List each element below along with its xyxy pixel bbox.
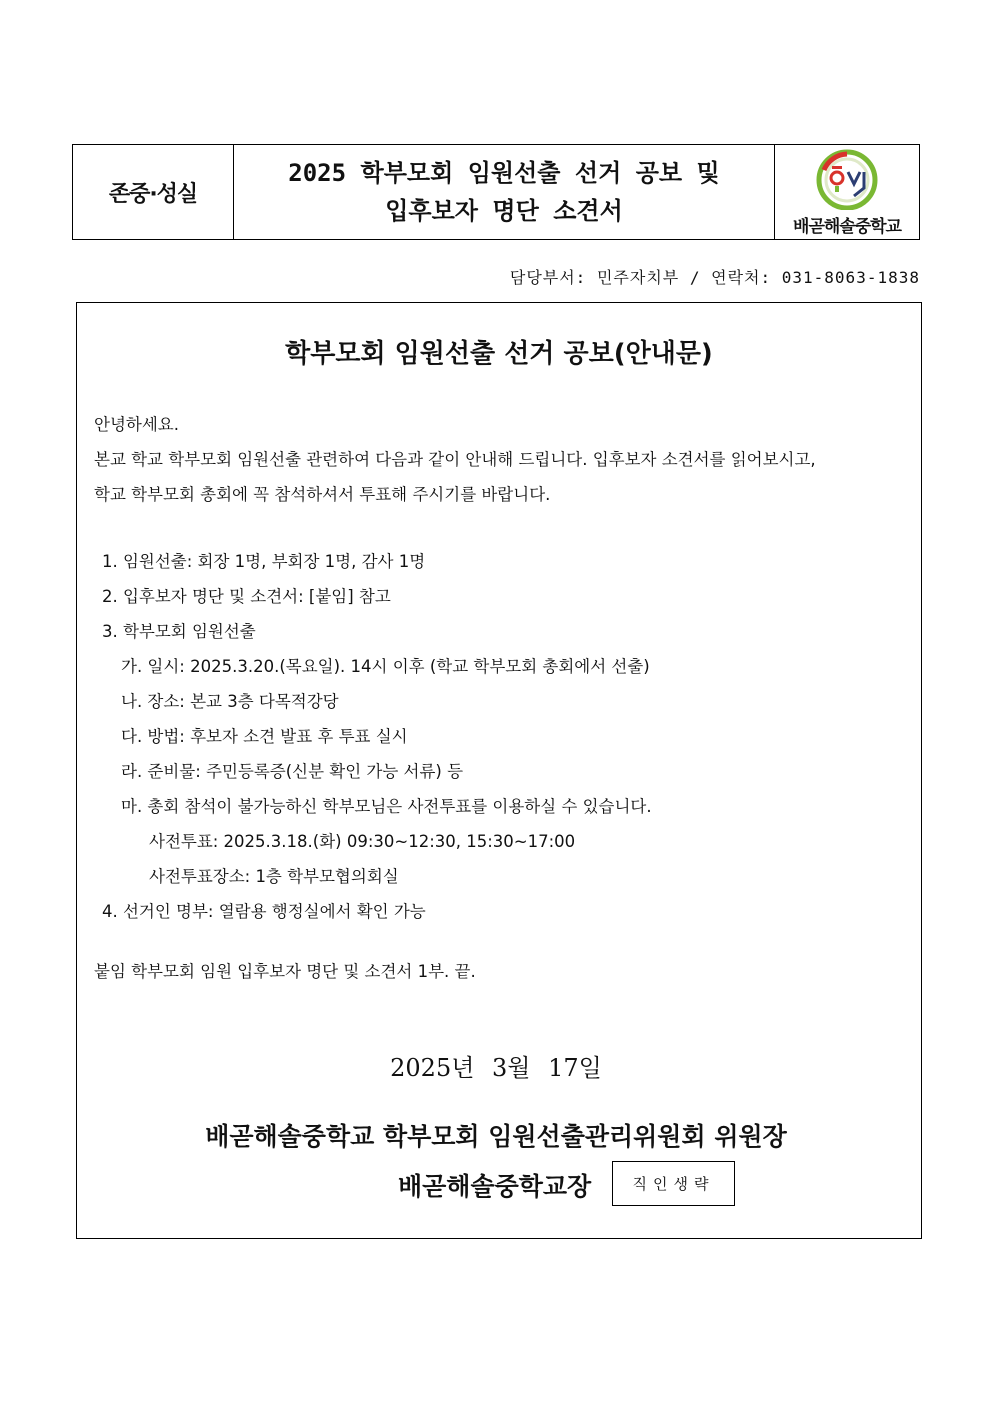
header-table <box>72 144 920 240</box>
document-title-line1: 2025 학부모회 임원선출 선거 공보 및 <box>288 159 720 187</box>
item-3: 3. 학부모회 임원선출 <box>102 622 256 641</box>
advance-voting-place: 사전투표장소: 1층 학부모협의회실 <box>149 867 399 886</box>
intro-line-1: 본교 학교 학부모회 임원선출 관련하여 다음과 같이 안내해 드립니다. 입후보자 소견서를 읽어보시고, <box>94 450 816 469</box>
item-1: 1. 임원선출: 회장 1명, 부회장 1명, 감사 1명 <box>102 552 426 571</box>
notice-title: 학부모회 임원선출 선거 공보(안내문) <box>285 339 713 369</box>
seal-omitted-box: 직인생략 <box>612 1161 735 1206</box>
school-emblem-icon <box>814 148 880 210</box>
item-2: 2. 입후보자 명단 및 소견서: [붙임] 참고 <box>102 587 391 606</box>
notice-box <box>76 302 922 1239</box>
contact-info: 담당부서: 민주자치부 / 연락처: 031-8063-1838 <box>509 268 920 287</box>
advance-voting-time: 사전투표: 2025.3.18.(화) 09:30~12:30, 15:30~17:00 <box>149 832 576 851</box>
document-title-line2: 입후보자 명단 소견서 <box>385 197 623 225</box>
signer-principal: 배곧해솔중학교장 <box>398 1172 592 1201</box>
subitem-advance-voting: 마. 총회 참석이 불가능하신 학부모님은 사전투표를 이용하실 수 있습니다. <box>121 797 652 816</box>
item-4: 4. 선거인 명부: 열람용 행정실에서 확인 가능 <box>102 902 426 921</box>
signer-committee: 배곧해솔중학교 학부모회 임원선출관리위원회 위원장 <box>205 1122 787 1151</box>
school-name-label: 배곧해솔중학교 <box>793 216 901 237</box>
attachment-note: 붙임 학부모회 임원 입후보자 명단 및 소견서 1부. 끝. <box>94 962 476 981</box>
notice-intro <box>94 407 914 512</box>
school-motto: 존중·성실 <box>73 145 234 239</box>
subitem-method: 다. 방법: 후보자 소견 발표 후 투표 실시 <box>121 727 408 746</box>
school-logo <box>775 145 919 239</box>
document-date: 2025년 3월 17일 <box>390 1054 602 1082</box>
subitem-supplies: 라. 준비물: 주민등록증(신분 확인 가능 서류) 등 <box>121 762 464 781</box>
intro-line-2: 학교 학부모회 총회에 꼭 참석하셔서 투표해 주시기를 바랍니다. <box>94 485 551 504</box>
subitem-schedule: 가. 일시: 2025.3.20.(목요일). 14시 이후 (학교 학부모회 총회에서 선출) <box>121 657 650 676</box>
greeting: 안녕하세요. <box>94 415 179 434</box>
notice-items <box>102 544 652 929</box>
document-title <box>234 145 775 239</box>
subitem-location: 나. 장소: 본교 3층 다목적강당 <box>121 692 339 711</box>
